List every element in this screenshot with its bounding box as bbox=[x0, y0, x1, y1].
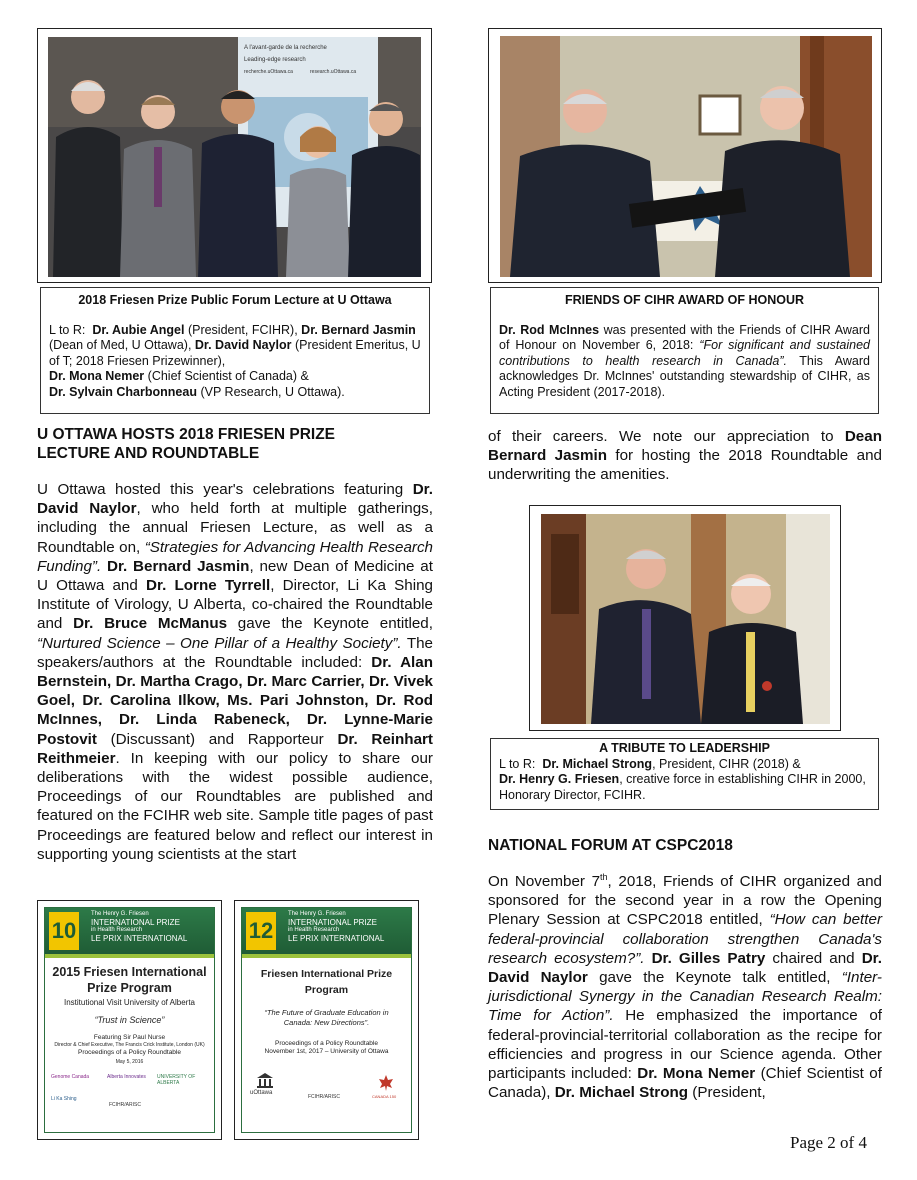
text: (Discussant) and Rapporteur bbox=[110, 730, 324, 748]
brochure-title: Prize Program bbox=[87, 981, 172, 995]
text: The speakers/authors at the Roundtable included: bbox=[37, 634, 433, 671]
brochure-banner bbox=[45, 908, 214, 954]
person-name: Dr. Sylvain Charbonneau bbox=[49, 384, 197, 399]
caption-body bbox=[499, 757, 870, 804]
banner-fr: LE PRIX INTERNATIONAL bbox=[288, 934, 385, 943]
text: , 2018, Friends of CIHR organized and sponsored for the second year in a row the Opening Plenary Session at CSPC2018 entitled, bbox=[488, 873, 882, 929]
text: for hosting the 2018 Roundtable and underwriting the amenities. bbox=[488, 447, 882, 484]
person-name: Dean Bernard Jasmin bbox=[488, 428, 882, 465]
person-role: (President Emeritus, U of T; 2018 Friesen Prizewinner), bbox=[49, 338, 421, 368]
banner-small: The Henry G. Friesen bbox=[91, 911, 149, 917]
caption-prefix: L to R: bbox=[499, 756, 536, 771]
logo-li-ka-shing: Li Ka Shing bbox=[51, 1096, 77, 1102]
brochure-featuring-role: Director & Chief Executive, The Francis Crick Institute, London (UK) bbox=[54, 1042, 205, 1048]
article-uottawa bbox=[37, 425, 433, 864]
logo-fcihr: FCIHR/ARISC bbox=[308, 1094, 340, 1100]
caption-title: 2018 Friesen Prize Public Forum Lecture at U Ottawa bbox=[78, 293, 392, 307]
banner-title: INTERNATIONAL PRIZE bbox=[288, 918, 377, 927]
brochure-theme: “Trust in Science” bbox=[94, 1015, 165, 1025]
person-role: (VP Research, U Ottawa). bbox=[200, 384, 345, 399]
backdrop-text-2: Leading-edge research bbox=[244, 57, 306, 63]
brochure-logos bbox=[45, 1070, 214, 1116]
award-quote: “For significant and sustained contributions to health research in Canada”. bbox=[499, 338, 870, 368]
person-role: (Dean of Med, U Ottawa), bbox=[49, 338, 192, 352]
anniversary-badge: 10 bbox=[49, 912, 79, 950]
person-name: Dr. Lorne Tyrrell bbox=[146, 577, 271, 595]
person-name: Dr. Rod McInnes bbox=[499, 322, 600, 337]
caption-friesen-forum bbox=[40, 287, 430, 414]
banner-fr: LE PRIX INTERNATIONAL bbox=[91, 934, 188, 943]
text: , Director, Li Ka Shing Institute of Virology, U Alberta, co-chaired the Roundtable and bbox=[37, 577, 433, 633]
person-name: Dr. Gilles Patry bbox=[651, 949, 766, 967]
person-name: Dr. Mona Nemer bbox=[49, 369, 145, 383]
person-name: Dr. Henry G. Friesen bbox=[499, 772, 620, 786]
logo-genome-canada: Genome Canada bbox=[51, 1074, 90, 1080]
article-heading: NATIONAL FORUM AT CSPC2018 bbox=[488, 837, 733, 854]
brochure-logos bbox=[242, 1070, 411, 1116]
brochure-2015 bbox=[37, 900, 222, 1140]
anniversary-badge: 12 bbox=[246, 912, 276, 950]
photo-friesen-forum bbox=[37, 28, 432, 283]
person-name: Dr. Michael Strong bbox=[542, 756, 653, 771]
brochure-proceedings: Proceedings of a Policy Roundtable bbox=[78, 1049, 181, 1056]
roundtable-title: “Strategies for Advancing Health Research Funding”. bbox=[37, 538, 433, 575]
backdrop-text-1: A l'avant-garde de la recherche bbox=[244, 45, 327, 51]
page-number: Page 2 of 4 bbox=[790, 1133, 867, 1152]
brochure-title: 2015 Friesen International bbox=[52, 965, 207, 979]
logo-fcihr: FCIHR/ARISC bbox=[109, 1102, 141, 1108]
banner-sub: in Health Research bbox=[91, 927, 143, 933]
maple-leaf-icon bbox=[377, 1074, 395, 1092]
brochure-subtitle: Institutional Visit University of Alberta bbox=[63, 998, 196, 1007]
caption-tribute bbox=[490, 738, 879, 810]
caption-award-of-honour bbox=[490, 287, 879, 414]
text: U Ottawa hosted this year's celebrations featuring bbox=[37, 481, 404, 498]
speaker-list: Dr. Alan Bernstein, Dr. Martha Crago, Dr. Marc Carrier, Dr. Vivek Goel, Dr. Carolina Ilkow, Ms. Pari Johnston, Dr. Rod McInnes, Dr. Linda Rabeneck, Dr. Lynne-Marie Postovit bbox=[37, 653, 433, 748]
person-name: Dr. David Naylor bbox=[194, 338, 292, 352]
session-title: “How can better federal-provincial collaboration strengthen Canada's research ecosystem?”. bbox=[488, 911, 882, 967]
logo-canada-150: CANADA 150 bbox=[372, 1094, 397, 1099]
brochure-theme: “The Future of Graduate Education in Canada: New Directions”. bbox=[264, 1008, 389, 1027]
text: (President, bbox=[692, 1084, 766, 1102]
logo-uottawa: uOttawa bbox=[250, 1090, 273, 1096]
person-name: Dr. Mona Nemer bbox=[637, 1065, 756, 1083]
person-role: (Chief Scientist of Canada) & bbox=[147, 369, 309, 383]
text: , new Dean of Medicine at U Ottawa and bbox=[37, 557, 433, 595]
brochure-2017 bbox=[234, 900, 419, 1140]
building-icon bbox=[256, 1072, 274, 1088]
keynote-title: “Nurtured Science – One Pillar of a Healthy Society”. bbox=[37, 634, 402, 652]
banner-title: INTERNATIONAL PRIZE bbox=[91, 918, 180, 927]
photo-award-of-honour bbox=[488, 28, 882, 283]
brochure-date: November 1st, 2017 – University of Ottawa bbox=[264, 1048, 389, 1055]
person-name: Dr. David Naylor bbox=[37, 481, 433, 518]
text: He emphasized the importance of federal-provincial-territorial collaboration as the recipe for efficiencies and progress in our Science agenda. Other participants included: bbox=[488, 1007, 883, 1083]
person-name: Dr. Michael Strong bbox=[554, 1084, 689, 1102]
article-body bbox=[37, 480, 433, 864]
person-name: Dr. David Naylor bbox=[488, 949, 882, 987]
banner-small: The Henry G. Friesen bbox=[288, 911, 346, 917]
superscript: th bbox=[600, 871, 608, 882]
tribute-photo bbox=[541, 514, 830, 724]
caption-text: was presented with the Friends of CIHR Award of Honour on November 6, 2018: bbox=[499, 322, 870, 352]
person-role: , President, CIHR (2018) & bbox=[652, 756, 801, 771]
person-role: , creative force in establishing CIHR in 2000, Honorary Director, FCIHR. bbox=[499, 772, 866, 802]
brochure-title: Friesen International Prize bbox=[260, 968, 393, 980]
caption-title: FRIENDS OF CIHR AWARD OF HONOUR bbox=[564, 293, 805, 307]
text: gave the Keynote entitled, bbox=[237, 615, 433, 633]
forum-group-photo bbox=[48, 37, 421, 277]
text: chaired and bbox=[772, 949, 855, 967]
photo-tribute bbox=[529, 505, 841, 731]
person-name: Dr. Aubie Angel bbox=[92, 322, 185, 337]
text: , who held forth at multiple gatherings, including the annual Friesen Lecture, as well as a Roundtable on, bbox=[37, 500, 433, 556]
text: of their careers. We note our appreciation to bbox=[488, 428, 834, 445]
article-cspc2018 bbox=[488, 836, 882, 1102]
person-name: Dr. Bruce McManus bbox=[73, 615, 228, 633]
brochure-proceedings: Proceedings of a Policy Roundtable bbox=[275, 1040, 378, 1047]
heading-line: LECTURE AND ROUNDTABLE bbox=[37, 445, 260, 462]
brochure-title: Program bbox=[304, 984, 349, 996]
text: On November 7 bbox=[488, 873, 601, 890]
heading-line: U OTTAWA HOSTS 2018 FRIESEN PRIZE bbox=[37, 426, 335, 443]
logo-alberta-innovates: Alberta Innovates bbox=[107, 1074, 146, 1080]
person-name: Dr. Bernard Jasmin bbox=[106, 557, 250, 575]
person-name: Dr. Bernard Jasmin bbox=[301, 322, 416, 337]
backdrop-url-2: research.uOttawa.ca bbox=[310, 69, 357, 75]
text: gave the Keynote talk entitled, bbox=[599, 969, 831, 987]
person-role: (President, FCIHR), bbox=[187, 322, 298, 337]
caption-text: This Award acknowledges Dr. McInnes' outstanding stewardship of CIHR, as Acting President (2017-2018). bbox=[499, 353, 870, 399]
article-continuation bbox=[488, 427, 882, 485]
article-heading bbox=[37, 425, 433, 463]
article-body bbox=[488, 872, 882, 1102]
backdrop-url-1: recherche.uOttawa.ca bbox=[244, 69, 293, 75]
keynote-title: “Inter-jurisdictional Synergy in the Canadian Research Realm: Time for Action”. bbox=[488, 969, 882, 1025]
brochure-banner bbox=[242, 908, 411, 954]
caption-body bbox=[499, 323, 870, 401]
brochure-featuring: Featuring Sir Paul Nurse bbox=[93, 1034, 166, 1041]
award-photo bbox=[500, 36, 872, 277]
text: . In keeping with our policy to share our deliberations with the widest possible audience, Proceedings of our Roundtables are published and featured on the FCIHR web site. Sample title pages of past Proceedings are featured below and reflect our interest in supporting young scientists at the start bbox=[37, 749, 433, 863]
caption-title: A TRIBUTE TO LEADERSHIP bbox=[599, 741, 770, 755]
caption-prefix: L to R: bbox=[49, 322, 86, 337]
caption-body bbox=[49, 323, 421, 401]
banner-sub: in Health Research bbox=[288, 927, 340, 933]
brochure-date: May 5, 2016 bbox=[115, 1059, 144, 1065]
person-name: Dr. Reinhart Reithmeier bbox=[37, 730, 433, 767]
logo-u-alberta: UNIVERSITY OF ALBERTA bbox=[157, 1074, 196, 1086]
text: (Chief Scientist of Canada), bbox=[488, 1065, 882, 1102]
